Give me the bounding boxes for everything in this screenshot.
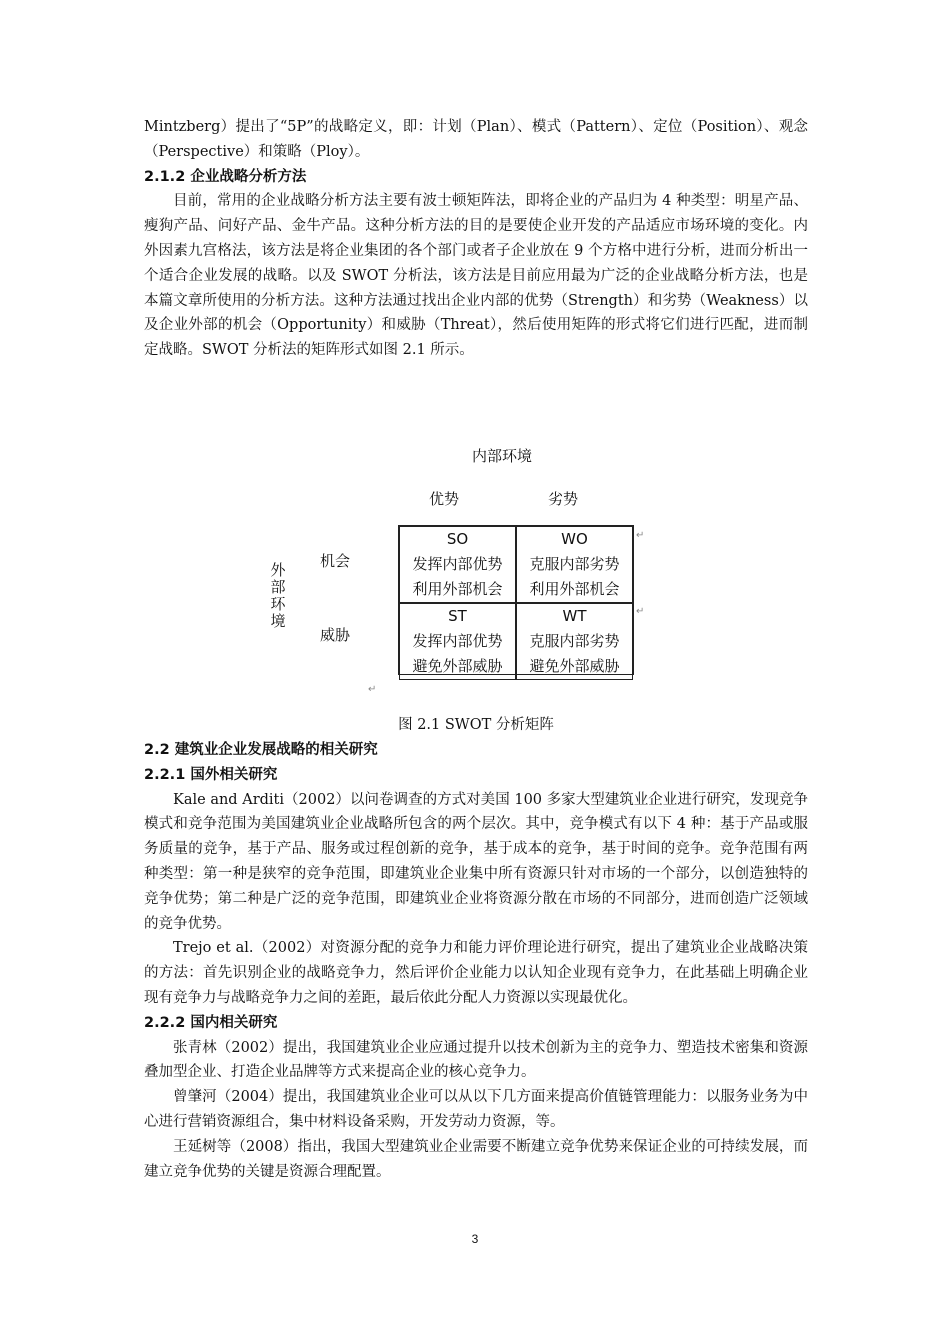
cell-line: 利用外部机会: [529, 580, 620, 598]
external-env-char: 部: [270, 578, 286, 596]
cell-title: WO: [561, 530, 588, 548]
external-environment-label: [268, 562, 288, 630]
heading-2-2-2: 2.2.2 国内相关研究: [144, 1014, 278, 1031]
paragraph-kale-arditi: Kale and Arditi（2002）以问卷调查的方式对美国 100 多家大型建筑业企业进行研究，发现竞争模式和竞争范围为美国建筑业企业战略所包含的两个层次。其中，竞争模式有以下 4 种：基于产品或服务质量的竞争，基于产品、服务或过程创新的竞争，基于成本的竞争，基于时间的竞争。竞争范围有两种类型：第一种是狭窄的竞争范围，即建筑业企业集中所有资源只针对市场的一个部分，以创造独特的竞争优势；第二种是广泛的竞争范围，即建筑业企业将资源分散在市场的不同部分，进而创造广泛领域的竞争优势。: [144, 791, 808, 932]
cell-line: 避免外部威胁: [529, 657, 620, 675]
cell-title: WT: [562, 607, 587, 625]
cell-title: ST: [448, 607, 467, 625]
cell-line: 利用外部机会: [412, 580, 503, 598]
return-mark-icon: ↵: [636, 606, 645, 617]
weakness-label: 劣势: [548, 490, 579, 508]
cell-line: 发挥内部优势: [412, 555, 503, 573]
external-env-char: 境: [270, 612, 286, 630]
opportunity-label: 机会: [320, 552, 351, 570]
heading-2-2-1: 2.2.1 国外相关研究: [144, 766, 278, 783]
figure-caption: 图 2.1 SWOT 分析矩阵: [398, 717, 554, 733]
paragraph-strategy-methods: 目前，常用的企业战略分析方法主要有波士顿矩阵法，即将企业的产品归为 4 种类型：明星产品、瘦狗产品、问好产品、金牛产品。这种分析方法的目的是要使企业开发的产品适应市场环境的变化。内外因素九宫格法，该方法是将企业集团的各个部门或者子企业放在 9 个方格中进行分析，进而分析出一个适合企业发展的战略。以及 SWOT 分析法，该方法是目前应用最为广泛的企业战略分析方法，也是本篇文章所使用的分析方法。这种方法通过找出企业内部的优势（Strength）和劣势（Weakness）以及企业外部的机会（Opportunity）和威胁（Threat），然后使用矩阵的形式将它们进行匹配，进而制定战略。SWOT 分析法的矩阵形式如图 2.1 所示。: [144, 193, 808, 359]
external-env-char: 外: [270, 561, 286, 579]
intro-block: [144, 115, 808, 363]
paragraph-trejo: Trejo et al.（2002）对资源分配的竞争力和能力评价理论进行研究，提出了建筑业企业战略决策的方法：首先识别企业的战略竞争力，然后评价企业能力以认知企业现有竞争力，在此基础上明确企业现有竞争力与战略竞争力之间的差距，最后依此分配人力资源以实现最优化。: [144, 940, 808, 1006]
paragraph-zeng: 曾肇河（2004）提出，我国建筑业企业可以从以下几方面来提高价值链管理能力：以服务业务为中心进行营销资源组合，集中材料设备采购，开发劳动力资源，等。: [144, 1089, 808, 1130]
swot-figure: [144, 438, 808, 708]
strength-label: 优势: [429, 490, 460, 508]
paragraph-zhang: 张青林（2002）提出，我国建筑业企业应通过提升以技术创新为主的竞争力、塑造技术密集和资源叠加型企业、打造企业品牌等方式来提高企业的核心竞争力。: [144, 1039, 808, 1081]
swot-cell-wo: [516, 526, 633, 603]
swot-matrix: [398, 525, 634, 675]
cell-line: 克服内部劣势: [529, 555, 620, 573]
internal-environment-label: 内部环境: [472, 447, 533, 465]
paragraph-mintzberg: Mintzberg）提出了“5P”的战略定义，即：计划（Plan）、模式（Pattern）、定位（Position）、观念（Perspective）和策略（Ploy）。: [144, 119, 808, 160]
section-2-2-block: [144, 738, 808, 1184]
return-mark-icon: ↵: [636, 530, 645, 541]
paragraph-wang: 王延树等（2008）指出，我国大型建筑业企业需要不断建立竞争优势来保证企业的可持续发展，而建立竞争优势的关键是资源合理配置。: [144, 1138, 808, 1180]
heading-2-2: 2.2 建筑业企业发展战略的相关研究: [144, 742, 378, 758]
cell-line: 发挥内部优势: [412, 632, 503, 650]
return-mark-icon: ↵: [368, 684, 377, 695]
cell-line: 克服内部劣势: [529, 632, 620, 650]
page-number: 3: [471, 1232, 479, 1246]
swot-cell-st: [399, 603, 516, 680]
external-env-char: 环: [270, 595, 286, 613]
cell-title: SO: [446, 530, 469, 548]
swot-cell-so: [399, 526, 516, 603]
threat-label: 威胁: [320, 626, 351, 644]
swot-cell-wt: [516, 603, 633, 680]
heading-2-1-2: 2.1.2 企业战略分析方法: [144, 168, 307, 185]
cell-line: 避免外部威胁: [412, 657, 503, 675]
